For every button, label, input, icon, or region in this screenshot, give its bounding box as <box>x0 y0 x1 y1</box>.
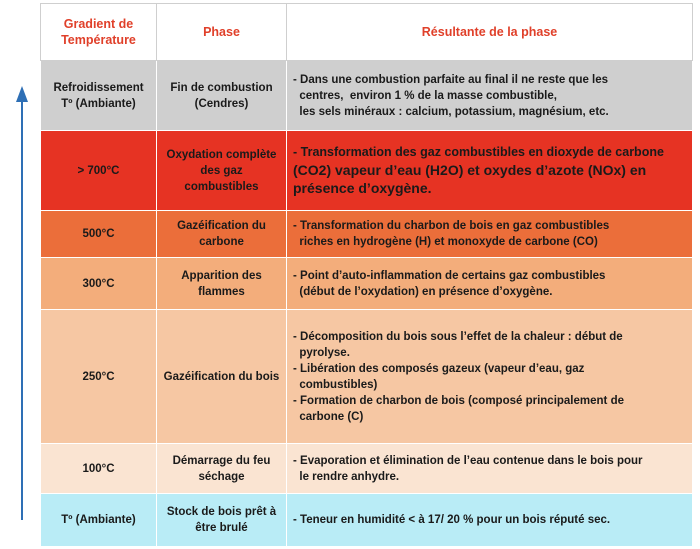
result-line: pyrolyse. <box>293 346 350 359</box>
cell-phase: Gazéification du carbone <box>157 211 287 258</box>
result-line: - Formation de charbon de bois (composé principalement de <box>293 394 624 407</box>
cell-result <box>287 61 693 131</box>
result-line: - Evaporation et élimination de l’eau contenue dans le bois pour <box>293 454 643 467</box>
result-line: combustibles) <box>293 378 378 391</box>
cell-temperature: Tº (Ambiante) <box>41 494 157 547</box>
cell-phase: Oxydation complète des gaz combustibles <box>157 131 287 211</box>
result-line: (début de l’oxydation) en présence d’oxygène. <box>293 285 553 298</box>
cell-temperature: 300°C <box>41 258 157 310</box>
cell-temperature: 100°C <box>41 444 157 494</box>
result-line: les sels minéraux : calcium, potassium, magnésium, etc. <box>293 105 609 118</box>
header-result: Résultante de la phase <box>287 4 693 61</box>
cell-phase: Stock de bois prêt à être brulé <box>157 494 287 547</box>
result-line: - Libération des composés gazeux (vapeur d’eau, gaz <box>293 362 585 375</box>
cell-temperature: Refroidissement Tº (Ambiante) <box>41 61 157 131</box>
result-line: centres, environ 1 % de la masse combustible, <box>293 89 557 102</box>
result-line: présence d’oxygène. <box>293 180 432 196</box>
combustion-phases-table <box>40 3 693 547</box>
result-line: carbone (C) <box>293 410 364 423</box>
header-phase: Phase <box>157 4 287 61</box>
cell-phase: Démarrage du feu séchage <box>157 444 287 494</box>
table-row <box>41 61 693 131</box>
cell-phase: Apparition des flammes <box>157 258 287 310</box>
cell-result <box>287 494 693 547</box>
header-temperature-gradient: Gradient de Température <box>41 4 157 61</box>
cell-result <box>287 211 693 258</box>
table-row <box>41 494 693 547</box>
result-line: - Point d’auto-inflammation de certains gaz combustibles <box>293 269 606 282</box>
table-header-row <box>41 4 693 61</box>
cell-result <box>287 258 693 310</box>
table-row <box>41 444 693 494</box>
result-line: - Décomposition du bois sous l’effet de la chaleur : début de <box>293 330 623 343</box>
cell-temperature: 250°C <box>41 310 157 444</box>
temperature-gradient-arrow <box>0 0 40 549</box>
table-row <box>41 211 693 258</box>
result-line: (CO2) vapeur d’eau (H2O) et oxydes d’azote (NOx) en <box>293 162 647 178</box>
table-row <box>41 310 693 444</box>
result-line: - Dans une combustion parfaite au final il ne reste que les <box>293 73 609 86</box>
table-row <box>41 131 693 211</box>
table-row <box>41 258 693 310</box>
result-line: - Transformation des gaz combustibles en dioxyde de carbone <box>293 145 664 159</box>
cell-phase: Fin de combustion (Cendres) <box>157 61 287 131</box>
result-line: - Teneur en humidité < à 17/ 20 % pour un bois réputé sec. <box>293 514 611 526</box>
cell-temperature: > 700°C <box>41 131 157 211</box>
cell-temperature: 500°C <box>41 211 157 258</box>
cell-result <box>287 444 693 494</box>
result-line: riches en hydrogène (H) et monoxyde de carbone (CO) <box>293 236 598 248</box>
cell-phase: Gazéification du bois <box>157 310 287 444</box>
cell-result <box>287 310 693 444</box>
cell-result <box>287 131 693 211</box>
result-line: - Transformation du charbon de bois en gaz combustibles <box>293 220 610 232</box>
result-line: le rendre anhydre. <box>293 470 400 483</box>
